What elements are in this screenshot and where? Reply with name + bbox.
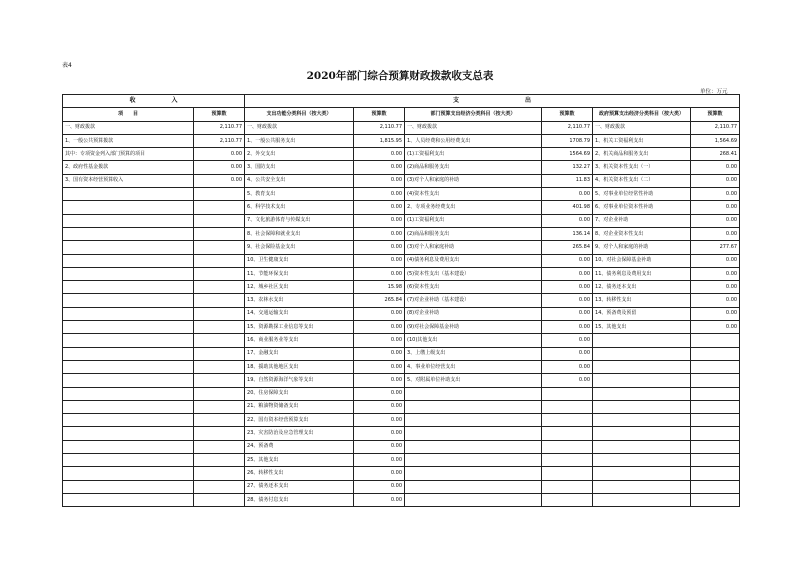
cell-dept-econ-amount: 0.00 — [542, 334, 593, 347]
cell-gov-econ-item — [593, 427, 691, 440]
cell-dept-econ-item: (3)对个人和家庭的补助 — [405, 174, 542, 187]
cell-function-item: 1、一般公共服务支出 — [245, 134, 354, 147]
cell-dept-econ-item: (5)资本性支出（基本建设） — [405, 267, 542, 280]
expense-group-header: 支 出 — [245, 95, 740, 108]
cell-income-item — [63, 214, 194, 227]
cell-gov-econ-amount: 0.00 — [691, 267, 740, 280]
cell-function-item: 13、农林水支出 — [245, 294, 354, 307]
table-row — [63, 241, 740, 254]
cell-function-item: 22、国有资本经营预算支出 — [245, 414, 354, 427]
cell-income-item: 2、政府性基金拨款 — [63, 161, 194, 174]
cell-gov-econ-item — [593, 454, 691, 467]
cell-gov-econ-item: 8、对企业资本性支出 — [593, 227, 691, 240]
table-row — [63, 161, 740, 174]
cell-income-amount — [194, 480, 245, 493]
cell-function-item: 27、债务还本支出 — [245, 480, 354, 493]
table-row — [63, 360, 740, 373]
cell-function-amount: 0.00 — [354, 400, 405, 413]
cell-gov-econ-amount — [691, 360, 740, 373]
cell-dept-econ-item — [405, 467, 542, 480]
cell-function-item: 10、卫生健康支出 — [245, 254, 354, 267]
table-row — [63, 281, 740, 294]
cell-function-amount: 0.00 — [354, 387, 405, 400]
cell-income-amount — [194, 440, 245, 453]
cell-gov-econ-amount — [691, 414, 740, 427]
cell-dept-econ-amount — [542, 440, 593, 453]
cell-income-item — [63, 374, 194, 387]
cell-gov-econ-amount: 0.00 — [691, 227, 740, 240]
cell-income-item — [63, 400, 194, 413]
cell-income-amount: 0.00 — [194, 148, 245, 161]
cell-dept-econ-amount: 0.00 — [542, 374, 593, 387]
cell-function-item: 一、财政拨款 — [245, 121, 354, 134]
cell-dept-econ-amount: 136.14 — [542, 227, 593, 240]
cell-function-item: 5、教育支出 — [245, 188, 354, 201]
cell-gov-econ-item — [593, 493, 691, 506]
cell-income-item: 1、一般公共预算拨款 — [63, 134, 194, 147]
cell-dept-econ-item — [405, 387, 542, 400]
cell-function-item: 23、灾害防治及应急管理支出 — [245, 427, 354, 440]
cell-function-amount: 0.00 — [354, 307, 405, 320]
cell-gov-econ-item: 一、财政拨款 — [593, 121, 691, 134]
cell-income-amount — [194, 294, 245, 307]
cell-income-amount — [194, 454, 245, 467]
cell-income-item — [63, 480, 194, 493]
cell-income-item — [63, 281, 194, 294]
cell-gov-econ-item: 14、预备费及预留 — [593, 307, 691, 320]
cell-gov-econ-amount: 0.00 — [691, 294, 740, 307]
cell-dept-econ-item: (4)资本性支出 — [405, 188, 542, 201]
cell-gov-econ-amount: 0.00 — [691, 214, 740, 227]
cell-income-amount: 0.00 — [194, 161, 245, 174]
cell-income-amount — [194, 201, 245, 214]
group-header-row — [63, 95, 740, 108]
cell-gov-econ-amount: 2,110.77 — [691, 121, 740, 134]
table-row — [63, 400, 740, 413]
table-row — [63, 321, 740, 334]
page-title: 2020年部门综合预算财政拨款收支总表 — [306, 70, 494, 82]
cell-function-item: 26、转移性支出 — [245, 467, 354, 480]
cell-dept-econ-item: (2)商品和服务支出 — [405, 227, 542, 240]
cell-gov-econ-amount: 0.00 — [691, 201, 740, 214]
cell-income-amount — [194, 214, 245, 227]
cell-income-amount — [194, 467, 245, 480]
table-row — [63, 387, 740, 400]
cell-income-item — [63, 347, 194, 360]
cell-dept-econ-item: (6)资本性支出 — [405, 281, 542, 294]
cell-income-item: 一、财政拨款 — [63, 121, 194, 134]
table-row — [63, 493, 740, 506]
cell-gov-econ-amount: 268.41 — [691, 148, 740, 161]
cell-gov-econ-item: 12、债务还本支出 — [593, 281, 691, 294]
cell-function-item: 15、资源勘探工业信息等支出 — [245, 321, 354, 334]
table-row — [63, 267, 740, 280]
cell-function-item: 7、文化旅游体育与传媒支出 — [245, 214, 354, 227]
cell-gov-econ-amount — [691, 387, 740, 400]
cell-gov-econ-amount — [691, 427, 740, 440]
cell-dept-econ-item: (1)工资福利支出 — [405, 214, 542, 227]
cell-gov-econ-amount: 0.00 — [691, 161, 740, 174]
cell-gov-econ-item: 1、机关工资福利支出 — [593, 134, 691, 147]
cell-income-amount — [194, 334, 245, 347]
cell-income-item — [63, 467, 194, 480]
table-row — [63, 427, 740, 440]
cell-income-item — [63, 360, 194, 373]
cell-function-amount: 0.00 — [354, 214, 405, 227]
cell-income-item — [63, 227, 194, 240]
cell-function-item: 3、国防支出 — [245, 161, 354, 174]
income-group-header: 收 入 — [63, 95, 245, 108]
table-row — [63, 227, 740, 240]
cell-dept-econ-amount: 0.00 — [542, 188, 593, 201]
cell-gov-econ-amount: 0.00 — [691, 174, 740, 187]
cell-function-item: 12、城乡社区支出 — [245, 281, 354, 294]
cell-function-item: 11、节能环保支出 — [245, 267, 354, 280]
cell-dept-econ-item: (8)对企业补助 — [405, 307, 542, 320]
cell-function-amount: 2,110.77 — [354, 121, 405, 134]
cell-income-amount — [194, 188, 245, 201]
cell-dept-econ-amount: 0.00 — [542, 294, 593, 307]
cell-income-amount — [194, 321, 245, 334]
cell-dept-econ-item: (4)债务利息及费用支出 — [405, 254, 542, 267]
cell-gov-econ-item — [593, 374, 691, 387]
cell-function-item: 21、粮油物资储备支出 — [245, 400, 354, 413]
cell-function-amount: 0.00 — [354, 480, 405, 493]
cell-gov-econ-item — [593, 440, 691, 453]
cell-income-amount — [194, 374, 245, 387]
table-row — [63, 254, 740, 267]
budget-table — [62, 94, 740, 507]
cell-income-amount — [194, 281, 245, 294]
cell-dept-econ-amount: 401.98 — [542, 201, 593, 214]
cell-income-amount: 2,110.77 — [194, 121, 245, 134]
cell-dept-econ-amount: 1564.69 — [542, 148, 593, 161]
cell-dept-econ-item: (9)对社会保障基金补助 — [405, 321, 542, 334]
table-row — [63, 188, 740, 201]
cell-function-item: 28、债务付息支出 — [245, 493, 354, 506]
unit-label: 单位：万元 — [700, 89, 728, 95]
cell-dept-econ-amount: 2,110.77 — [542, 121, 593, 134]
cell-gov-econ-item: 10、对社会保障基金补助 — [593, 254, 691, 267]
cell-income-item — [63, 387, 194, 400]
cell-dept-econ-item: 一、财政拨款 — [405, 121, 542, 134]
table-row — [63, 334, 740, 347]
cell-gov-econ-amount — [691, 334, 740, 347]
cell-gov-econ-amount — [691, 347, 740, 360]
cell-dept-econ-item: (2)商品和服务支出 — [405, 161, 542, 174]
cell-dept-econ-item: (7)对企业补助（基本建设） — [405, 294, 542, 307]
cell-gov-econ-item: 4、机关资本性支出（二） — [593, 174, 691, 187]
cell-income-amount — [194, 267, 245, 280]
cell-gov-econ-amount — [691, 454, 740, 467]
cell-gov-econ-amount: 0.00 — [691, 188, 740, 201]
cell-gov-econ-item — [593, 387, 691, 400]
cell-income-amount: 2,110.77 — [194, 134, 245, 147]
col-header-income-amount: 预算数 — [194, 108, 245, 121]
col-header-dept-econ-amount: 预算数 — [542, 108, 593, 121]
cell-gov-econ-item — [593, 347, 691, 360]
table-row — [63, 440, 740, 453]
cell-gov-econ-item — [593, 414, 691, 427]
cell-function-amount: 0.00 — [354, 493, 405, 506]
cell-income-item — [63, 201, 194, 214]
cell-income-item — [63, 334, 194, 347]
cell-gov-econ-item: 9、对个人和家庭的补助 — [593, 241, 691, 254]
col-header-dept-econ-class: 部门预算支出经济分类科目（按大类） — [405, 108, 542, 121]
cell-income-item: 其中：专项资金列入部门预算的项目 — [63, 148, 194, 161]
table-row — [63, 374, 740, 387]
cell-gov-econ-item: 5、对事业单位经常性补助 — [593, 188, 691, 201]
table-row — [63, 201, 740, 214]
table-row — [63, 121, 740, 134]
cell-gov-econ-amount: 0.00 — [691, 321, 740, 334]
cell-function-amount: 0.00 — [354, 174, 405, 187]
cell-function-item: 24、预备费 — [245, 440, 354, 453]
cell-gov-econ-amount — [691, 467, 740, 480]
cell-function-amount: 1,815.95 — [354, 134, 405, 147]
table-number-label: 表4 — [62, 62, 72, 69]
cell-income-item — [63, 254, 194, 267]
cell-dept-econ-amount — [542, 414, 593, 427]
cell-function-item: 2、外交支出 — [245, 148, 354, 161]
cell-gov-econ-amount: 0.00 — [691, 307, 740, 320]
cell-dept-econ-amount: 0.00 — [542, 281, 593, 294]
cell-dept-econ-item — [405, 427, 542, 440]
cell-income-item — [63, 454, 194, 467]
cell-gov-econ-item — [593, 360, 691, 373]
cell-income-item — [63, 427, 194, 440]
cell-function-amount: 0.00 — [354, 414, 405, 427]
cell-dept-econ-amount: 265.84 — [542, 241, 593, 254]
cell-function-item: 18、援助其他地区支出 — [245, 360, 354, 373]
cell-income-item — [63, 307, 194, 320]
cell-gov-econ-item — [593, 467, 691, 480]
cell-income-amount — [194, 307, 245, 320]
cell-function-amount: 0.00 — [354, 374, 405, 387]
cell-gov-econ-item — [593, 480, 691, 493]
cell-gov-econ-amount — [691, 493, 740, 506]
cell-income-item — [63, 493, 194, 506]
cell-dept-econ-item — [405, 493, 542, 506]
cell-income-amount — [194, 387, 245, 400]
cell-dept-econ-item — [405, 440, 542, 453]
cell-income-item — [63, 440, 194, 453]
cell-income-item — [63, 321, 194, 334]
cell-gov-econ-amount: 277.67 — [691, 241, 740, 254]
cell-dept-econ-amount: 0.00 — [542, 321, 593, 334]
cell-dept-econ-amount: 11.83 — [542, 174, 593, 187]
cell-function-amount: 0.00 — [354, 467, 405, 480]
cell-function-amount: 0.00 — [354, 360, 405, 373]
cell-function-amount: 0.00 — [354, 334, 405, 347]
cell-gov-econ-item: 6、对事业单位资本性补助 — [593, 201, 691, 214]
cell-gov-econ-item: 15、其他支出 — [593, 321, 691, 334]
cell-function-item: 9、社会保险基金支出 — [245, 241, 354, 254]
table-row — [63, 294, 740, 307]
cell-income-amount — [194, 347, 245, 360]
cell-gov-econ-amount — [691, 440, 740, 453]
cell-dept-econ-amount: 0.00 — [542, 307, 593, 320]
table-row — [63, 347, 740, 360]
cell-dept-econ-item: 3、上缴上级支出 — [405, 347, 542, 360]
cell-dept-econ-amount — [542, 454, 593, 467]
cell-function-item: 8、社会保障和就业支出 — [245, 227, 354, 240]
cell-function-item: 16、商业服务业等支出 — [245, 334, 354, 347]
cell-income-amount — [194, 254, 245, 267]
col-header-gov-econ-class: 政府预算支出经济分类科目（按大类） — [593, 108, 691, 121]
table-row — [63, 148, 740, 161]
cell-function-amount: 15.98 — [354, 281, 405, 294]
cell-income-amount — [194, 427, 245, 440]
cell-function-amount: 0.00 — [354, 321, 405, 334]
cell-income-amount — [194, 227, 245, 240]
table-row — [63, 467, 740, 480]
cell-dept-econ-amount — [542, 427, 593, 440]
cell-gov-econ-amount — [691, 480, 740, 493]
cell-gov-econ-item: 3、机关资本性支出（一） — [593, 161, 691, 174]
cell-function-amount: 0.00 — [354, 161, 405, 174]
cell-function-amount: 0.00 — [354, 347, 405, 360]
col-header-income-item: 项 目 — [63, 108, 194, 121]
cell-dept-econ-item — [405, 454, 542, 467]
table-row — [63, 480, 740, 493]
col-header-gov-econ-amount: 预算数 — [691, 108, 740, 121]
cell-function-amount: 0.00 — [354, 188, 405, 201]
cell-function-item: 19、自然资源海洋气象等支出 — [245, 374, 354, 387]
cell-dept-econ-item: (3)对个人和家庭补助 — [405, 241, 542, 254]
cell-function-item: 6、科学技术支出 — [245, 201, 354, 214]
cell-dept-econ-amount — [542, 480, 593, 493]
cell-income-item — [63, 294, 194, 307]
cell-function-amount: 0.00 — [354, 427, 405, 440]
cell-dept-econ-item — [405, 400, 542, 413]
cell-gov-econ-item: 11、债务利息及费用支出 — [593, 267, 691, 280]
cell-gov-econ-item: 7、对企业补助 — [593, 214, 691, 227]
cell-dept-econ-item: (1)工资福利支出 — [405, 148, 542, 161]
cell-dept-econ-amount — [542, 387, 593, 400]
cell-dept-econ-item: (10)其他支出 — [405, 334, 542, 347]
cell-gov-econ-amount — [691, 374, 740, 387]
cell-income-item — [63, 267, 194, 280]
cell-gov-econ-amount: 0.00 — [691, 254, 740, 267]
cell-function-item: 14、交通运输支出 — [245, 307, 354, 320]
table-row — [63, 134, 740, 147]
cell-dept-econ-amount: 0.00 — [542, 347, 593, 360]
cell-income-amount — [194, 493, 245, 506]
cell-dept-econ-amount: 1708.79 — [542, 134, 593, 147]
cell-dept-econ-item — [405, 480, 542, 493]
cell-function-item: 4、公共安全支出 — [245, 174, 354, 187]
cell-dept-econ-amount: 0.00 — [542, 214, 593, 227]
cell-income-amount — [194, 360, 245, 373]
cell-gov-econ-item: 2、机关商品和服务支出 — [593, 148, 691, 161]
col-header-function-amount: 预算数 — [354, 108, 405, 121]
cell-income-amount: 0.00 — [194, 174, 245, 187]
cell-income-amount — [194, 414, 245, 427]
cell-income-amount — [194, 241, 245, 254]
cell-dept-econ-amount: 0.00 — [542, 254, 593, 267]
cell-income-item — [63, 241, 194, 254]
table-row — [63, 214, 740, 227]
table-row — [63, 414, 740, 427]
cell-dept-econ-amount: 0.00 — [542, 360, 593, 373]
cell-gov-econ-item — [593, 334, 691, 347]
cell-dept-econ-amount — [542, 493, 593, 506]
table-row — [63, 174, 740, 187]
cell-dept-econ-item: 4、事业单位经营支出 — [405, 360, 542, 373]
cell-function-item: 25、其他支出 — [245, 454, 354, 467]
cell-gov-econ-item — [593, 400, 691, 413]
col-header-function-class: 支出功能分类科目（按大类） — [245, 108, 354, 121]
column-header-row — [63, 108, 740, 121]
cell-function-amount: 0.00 — [354, 241, 405, 254]
cell-function-amount: 0.00 — [354, 254, 405, 267]
cell-dept-econ-amount — [542, 400, 593, 413]
table-row — [63, 454, 740, 467]
cell-dept-econ-amount: 132.27 — [542, 161, 593, 174]
cell-function-amount: 0.00 — [354, 267, 405, 280]
cell-income-item: 3、国有资本经营预算收入 — [63, 174, 194, 187]
cell-gov-econ-amount: 0.00 — [691, 281, 740, 294]
cell-dept-econ-amount: 0.00 — [542, 267, 593, 280]
cell-dept-econ-amount — [542, 467, 593, 480]
cell-income-item — [63, 188, 194, 201]
cell-dept-econ-item: 2、专项业务经费支出 — [405, 201, 542, 214]
cell-income-item — [63, 414, 194, 427]
cell-gov-econ-amount: 1,564.69 — [691, 134, 740, 147]
cell-dept-econ-item — [405, 414, 542, 427]
cell-function-item: 17、金融支出 — [245, 347, 354, 360]
cell-income-amount — [194, 400, 245, 413]
cell-function-amount: 0.00 — [354, 454, 405, 467]
cell-function-amount: 0.00 — [354, 440, 405, 453]
cell-dept-econ-item: 5、对附属单位补助支出 — [405, 374, 542, 387]
cell-gov-econ-item: 13、转移性支出 — [593, 294, 691, 307]
cell-dept-econ-item: 1、人员经费和公用经费支出 — [405, 134, 542, 147]
cell-function-amount: 265.84 — [354, 294, 405, 307]
cell-function-amount: 0.00 — [354, 227, 405, 240]
cell-function-amount: 0.00 — [354, 201, 405, 214]
table-row — [63, 307, 740, 320]
cell-function-item: 20、住房保障支出 — [245, 387, 354, 400]
cell-gov-econ-amount — [691, 400, 740, 413]
cell-function-amount: 0.00 — [354, 148, 405, 161]
